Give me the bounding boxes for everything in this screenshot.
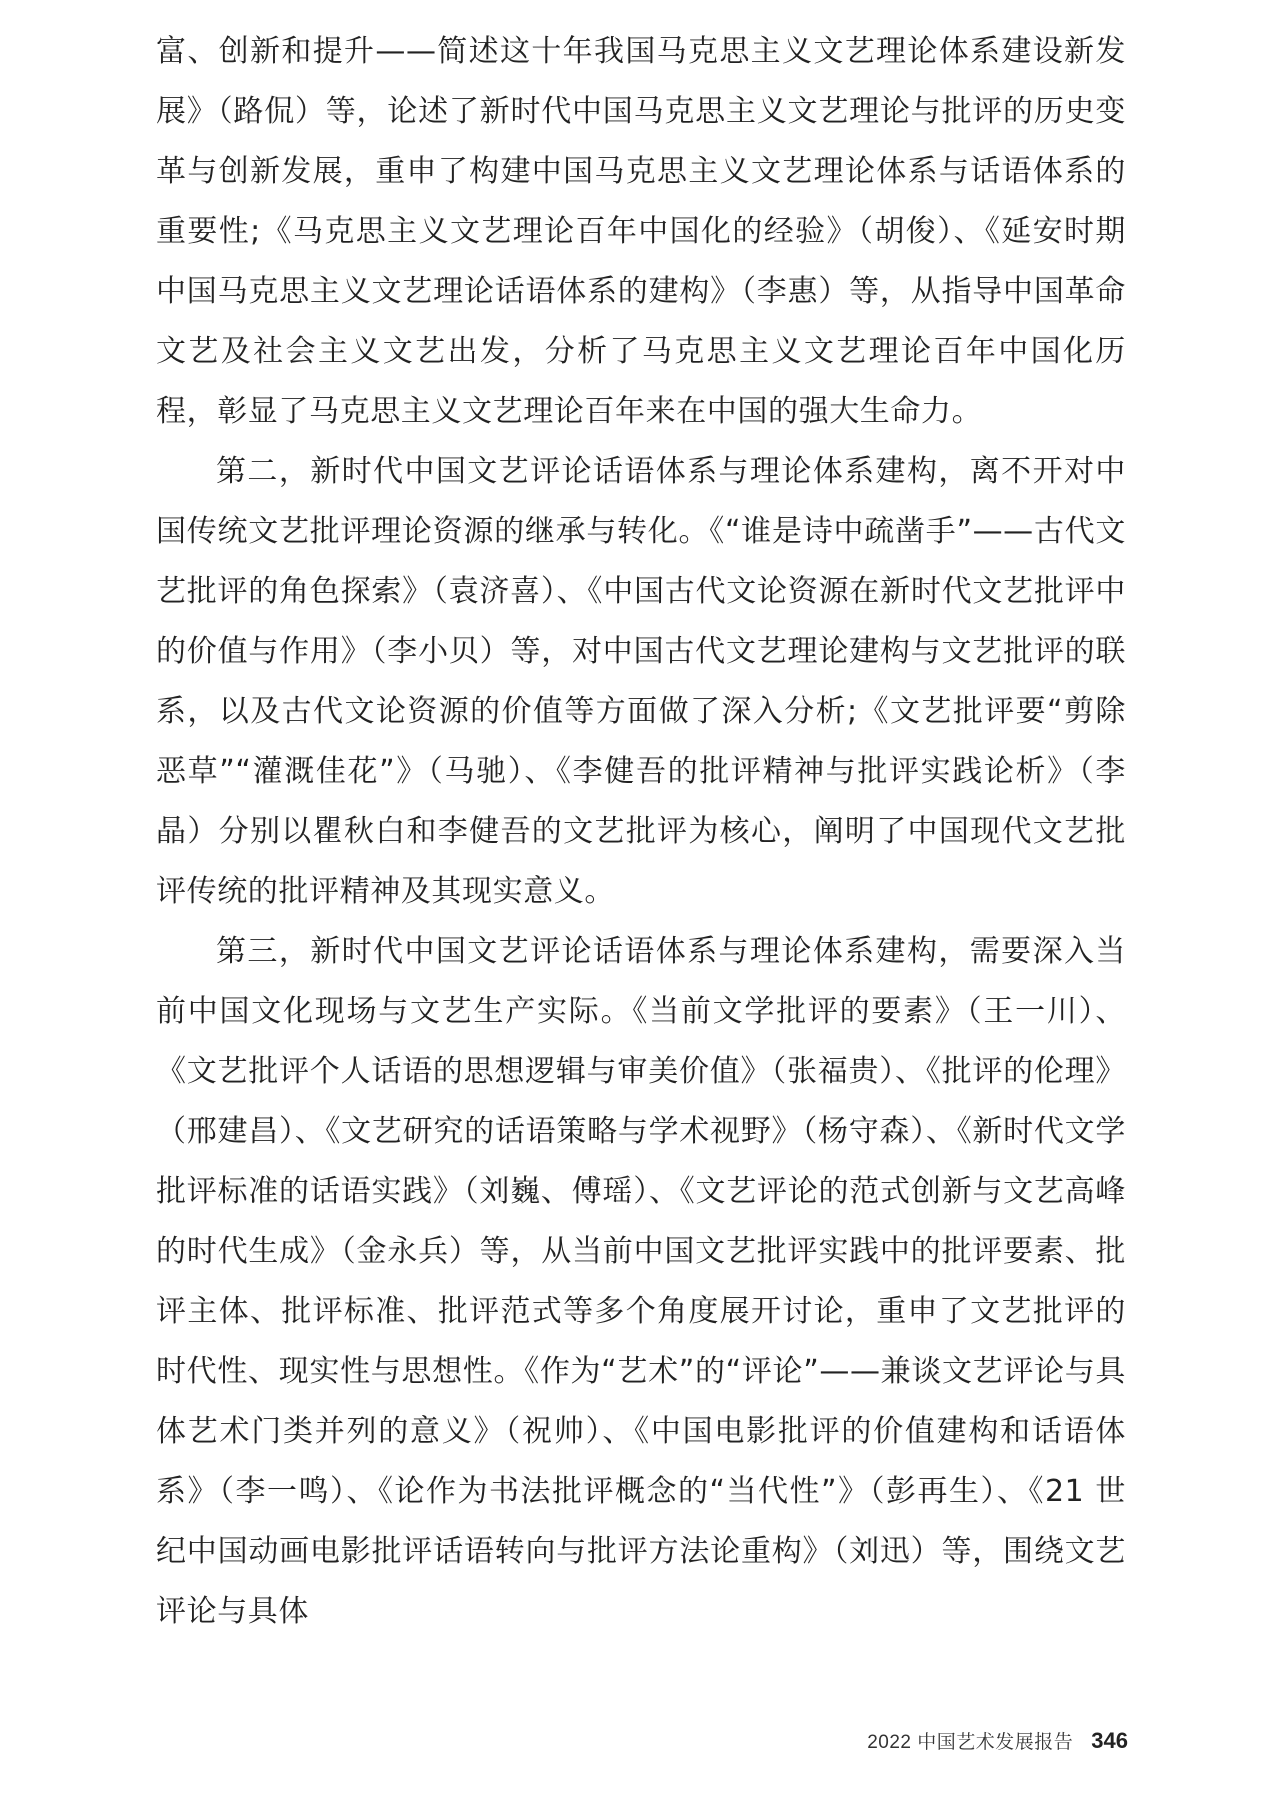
page-number: 346 xyxy=(1091,1728,1128,1753)
body-text xyxy=(156,22,1126,1642)
page-footer xyxy=(848,1727,1128,1763)
paragraph-1: 富、创新和提升——简述这十年我国马克思主义文艺理论体系建设新发展》（路侃）等，论述了新时代中国马克思主义文艺理论与批评的历史变革与创新发展，重申了构建中国马克思主义文艺理论体系与话语体系的重要性;《马克思主义文艺理论百年中国化的经验》（胡俊）、《延安时期中国马克思主义文艺理论话语体系的建构》（李惠）等，从指导中国革命文艺及社会主义文艺出发，分析了马克思主义文艺理论百年中国化历程，彰显了马克思主义文艺理论百年来在中国的强大生命力。 xyxy=(156,34,1126,429)
paragraph-3: 第三，新时代中国文艺评论话语体系与理论体系建构，需要深入当前中国文化现场与文艺生产实际。《当前文学批评的要素》（王一川）、《文艺批评个人话语的思想逻辑与审美价值》（张福贵）、《批评的伦理》（邢建昌）、《文艺研究的话语策略与学术视野》（杨守森）、《新时代文学批评标准的话语实践》（刘巍、傅瑶）、《文艺评论的范式创新与文艺高峰的时代生成》（金永兵）等，从当前中国文艺批评实践中的批评要素、批评主体、批评标准、批评范式等多个角度展开讨论，重申了文艺批评的时代性、现实性与思想性。《作为“艺术”的“评论”——兼谈文艺评论与具体艺术门类并列的意义》（祝帅）、《中国电影批评的价值建构和话语体系》（李一鸣）、《论作为书法批评概念的“当代性”》（彭再生）、《21 世纪中国动画电影批评话语转向与批评方法论重构》（刘迅）等，围绕文艺评论与具体 xyxy=(156,934,1126,1629)
paragraph-2: 第二，新时代中国文艺评论话语体系与理论体系建构，离不开对中国传统文艺批评理论资源的继承与转化。《“谁是诗中疏凿手”——古代文艺批评的角色探索》（袁济喜）、《中国古代文论资源在新时代文艺批评中的价值与作用》（李小贝）等，对中国古代文艺理论建构与文艺批评的联系，以及古代文论资源的价值等方面做了深入分析;《文艺批评要“剪除恶草”“灌溉佳花”》（马驰）、《李健吾的批评精神与批评实践论析》（李晶）分别以瞿秋白和李健吾的文艺批评为核心，阐明了中国现代文艺批评传统的批评精神及其现实意义。 xyxy=(156,454,1126,909)
footer-report-title: 2022 中国艺术发展报告 xyxy=(867,1732,1074,1753)
